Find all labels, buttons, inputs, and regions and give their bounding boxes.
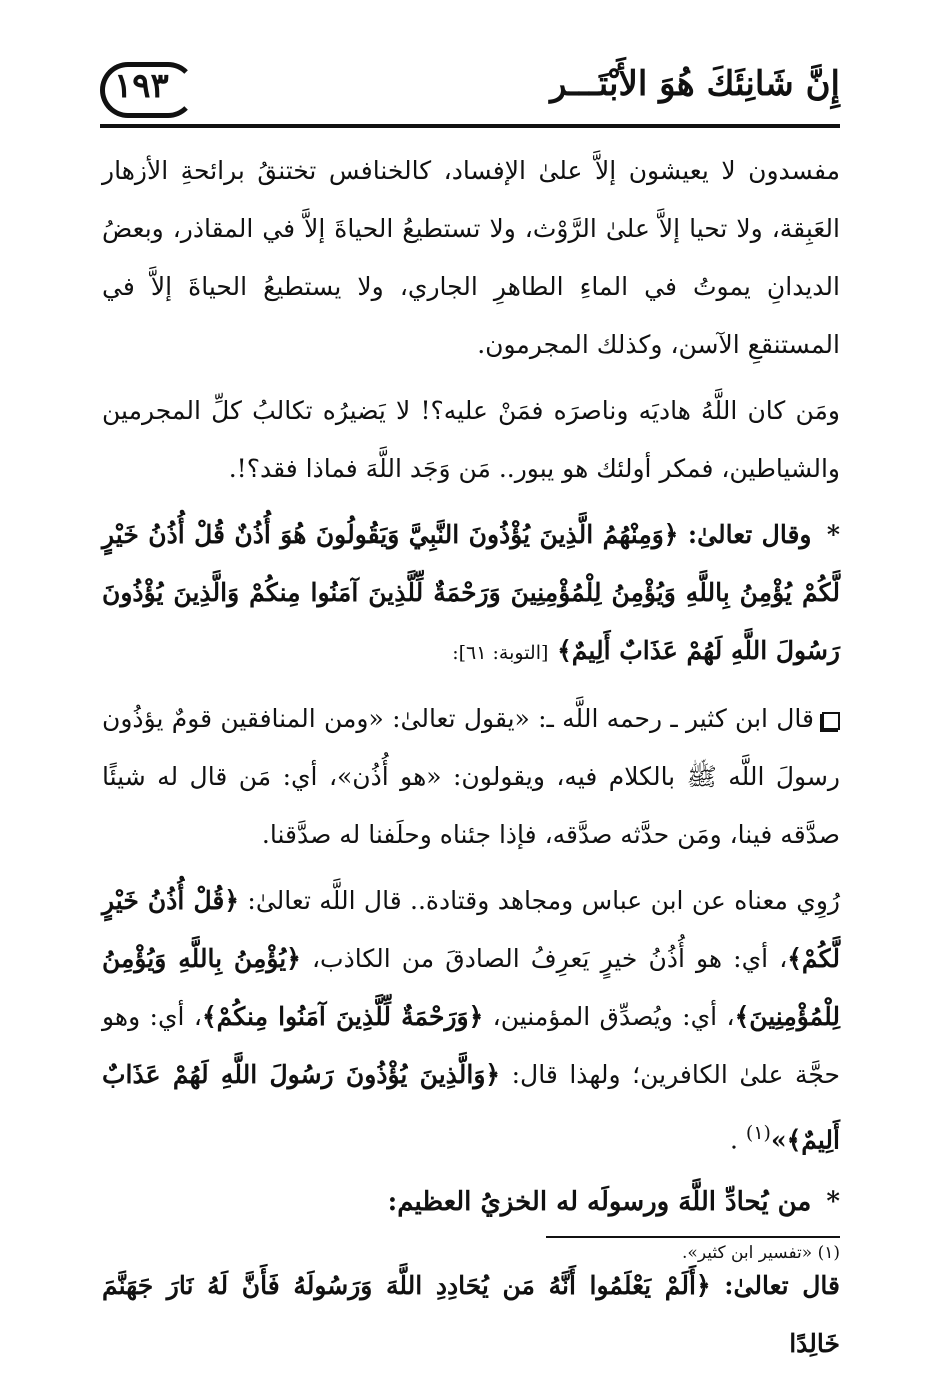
p5-verse-1: ﴿قُلْ أُذُنُ خَيْرٍ لَّكُمْ﴾ bbox=[102, 886, 840, 973]
p5-end: . bbox=[730, 1125, 738, 1155]
paragraph-1: مفسدون لا يعيشون إلاَّ علىٰ الإفساد، كالخنافس تختنقُ برائحةِ الأزهار العَبِقة، ولا تحيا إلاَّ علىٰ الرَّوْث، ولا تستطيعُ الحياةَ إلاَّ في المقاذر، وبعضُ الديدانِ يموتُ في الماءِ الطاهرِ الجاري، ولا يستطيعُ الحياةَ إلاَّ في المستنقعِ الآسن، وكذلك المجرمون. bbox=[102, 156, 840, 359]
paragraph-6 bbox=[102, 1257, 840, 1373]
paragraph-5 bbox=[102, 872, 840, 1169]
verse-reference: [التوبة: ٦١]: bbox=[452, 642, 549, 664]
p5-text-c: ، أي: ويُصدِّق المؤمنين، bbox=[492, 1002, 735, 1031]
verse-intro: وقال تعالىٰ: bbox=[687, 520, 812, 549]
p6-verse: ﴿أَلَمْ يَعْلَمُوا أَنَّهُ مَن يُحَادِدِ اللَّهَ وَرَسُولَهُ فَأَنَّ لَهُ نَارَ جَهَنَّمَ خَالِدًا bbox=[102, 1271, 840, 1359]
paragraph-3 bbox=[102, 506, 840, 682]
p5-verse-2: ﴿يُؤْمِنُ بِاللَّهِ وَيُؤْمِنُ لِلْمُؤْمِنِينَ﴾ bbox=[102, 944, 840, 1031]
paragraph-4-text: قال ابن كثير ـ رحمه اللَّه ـ: «يقول تعالىٰ: «ومن المنافقين قومٌ يؤذُون رسولَ اللَّه ﷺ بالكلام فيه، ويقولون: «هو أُذُن»، أي: مَن قال له شيئًا صدَّقه فينا، ومَن حدَّثه صدَّقه، فإذا جئناه وحلَفنا له صدَّقنا. bbox=[102, 704, 840, 849]
p6-intro: قال تعالىٰ: bbox=[724, 1271, 840, 1301]
header-rule bbox=[100, 124, 840, 128]
footnote: (١) «تفسير ابن كثير». bbox=[682, 1243, 840, 1263]
page-number: ١٩٣ bbox=[114, 66, 169, 106]
footnote-rule bbox=[546, 1236, 840, 1238]
section-heading bbox=[102, 1173, 840, 1231]
star-bullet: * bbox=[826, 520, 840, 549]
p5-verse-3: ﴿وَرَحْمَةٌ لِّلَّذِينَ آمَنُوا مِنكُمْ﴾ bbox=[201, 1002, 484, 1031]
p5-text-b: ، أي: هو أُذُنُ خيرٍ يَعرِفُ الصادقَ من الكاذب، bbox=[311, 944, 788, 973]
paragraph-2: ومَن كان اللَّهُ هاديَه وناصرَه فمَنْ عليه؟! لا يَضيرُه تكالبُ كلِّ المجرمين والشياطين، فمكر أولئك هو يبور.. مَن وَجَد اللَّهَ فماذا فقد؟!. bbox=[102, 396, 840, 483]
p5-verse-4: ﴿وَالَّذِينَ يُؤْذُونَ رَسُولَ اللَّهِ لَهُمْ عَذَابٌ أَلِيمٌ﴾» bbox=[102, 1060, 840, 1155]
box-bullet-icon bbox=[822, 712, 840, 730]
p5-text-a: رُوِي معناه عن ابن عباس ومجاهد وقتادة.. قال اللَّه تعالىٰ: bbox=[247, 886, 840, 915]
quran-verse: ﴿وَمِنْهُمُ الَّذِينَ يُؤْذُونَ النَّبِيَّ وَيَقُولُونَ هُوَ أُذُنٌ قُلْ أُذُنُ خَيْرٍ لَّكُمْ يُؤْمِنُ بِاللَّهِ وَيُؤْمِنُ لِلْمُؤْمِنِينَ وَرَحْمَةٌ لِّلَّذِينَ آمَنُوا مِنكُمْ وَالَّذِينَ يُؤْذُونَ رَسُولَ اللَّهِ لَهُمْ عَذَابٌ أَلِيمٌ﴾ bbox=[102, 520, 840, 665]
page-body bbox=[102, 142, 840, 1373]
page-header bbox=[100, 62, 840, 130]
heading-star-bullet: * bbox=[826, 1187, 840, 1218]
p5-text-d: ، أي: وهو حجَّة علىٰ الكافرين؛ ولهذا قال: bbox=[102, 1002, 840, 1089]
footnote-marker: (١) bbox=[745, 1122, 771, 1144]
heading-text: من يُحادِّ اللَّهَ ورسولَه له الخزيُ العظيم: bbox=[387, 1187, 812, 1218]
paragraph-4 bbox=[102, 690, 840, 864]
running-title: إِنَّ شَانِئَكَ هُوَ الأَبْتَـــر bbox=[550, 64, 840, 104]
